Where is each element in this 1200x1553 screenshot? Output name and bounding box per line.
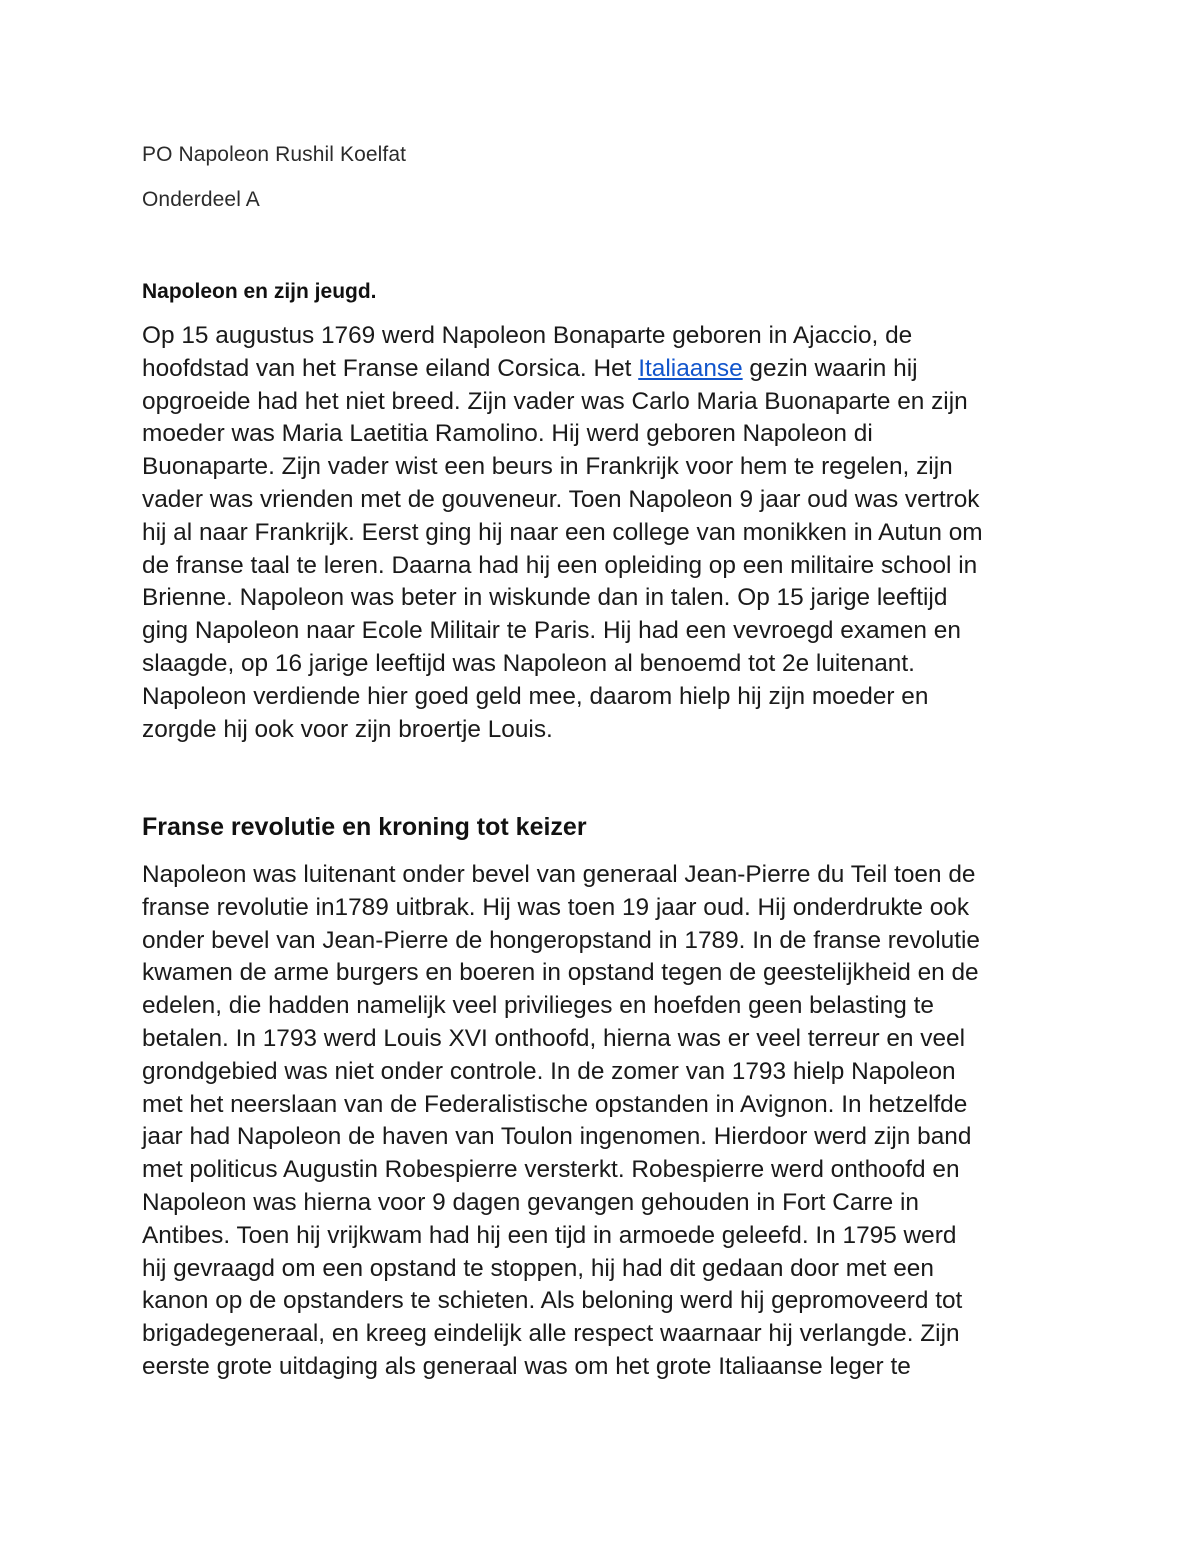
text-line: brigadegeneraal, en kreeg eindelijk alle respect waarnaar hij verlangde. Zijn [142,1320,960,1348]
text-line: Napoleon verdiende hier goed geld mee, daarom hielp hij zijn moeder en [142,682,929,710]
document-title: PO Napoleon Rushil Koelfat [142,143,407,166]
text-line: slaagde, op 16 jarige leeftijd was Napoleon al benoemd tot 2e luitenant. [142,649,915,677]
text-line-with-link [142,353,1072,386]
text-line: met het neerslaan van de Federalistische opstanden in Avignon. In hetzelfde [142,1090,968,1118]
text-line: vader was vrienden met de gouveneur. Toen Napoleon 9 jaar oud was vertrok [142,485,980,513]
text-line: Op 15 augustus 1769 werd Napoleon Bonaparte geboren in Ajaccio, de [142,322,913,349]
text-segment: gezin waarin hij [742,354,918,382]
text-line: opgroeide had het niet breed. Zijn vader was Carlo Maria Buonaparte en zijn [142,387,968,415]
section-heading-revolutie: Franse revolutie en kroning tot keizer [142,813,587,841]
paragraph-revolutie [142,859,1072,1384]
text-line: met politicus Augustin Robespierre versterkt. Robespierre werd onthoofd en [142,1156,960,1184]
text-line: kwamen de arme burgers en boeren in opstand tegen de geestelijkheid en de [142,959,979,987]
text-line: Napoleon was luitenant onder bevel van generaal Jean-Pierre du Teil toen de [142,861,976,888]
paragraph-jeugd [142,320,1072,746]
text-line: ging Napoleon naar Ecole Militair te Paris. Hij had een vevroegd examen en [142,617,961,645]
text-line: edelen, die hadden namelijk veel privilieges en hoefden geen belasting te [142,992,934,1020]
text-line: onder bevel van Jean-Pierre de hongeropstand in 1789. In de franse revolutie [142,926,980,954]
text-line: franse revolutie in1789 uitbrak. Hij was toen 19 jaar oud. Hij onderdrukte ook [142,893,970,921]
text-line: Antibes. Toen hij vrijkwam had hij een tijd in armoede geleefd. In 1795 werd [142,1221,957,1249]
text-line: de franse taal te leren. Daarna had hij een opleiding op een militaire school in [142,551,978,579]
text-line: Napoleon was hierna voor 9 dagen gevangen gehouden in Fort Carre in [142,1188,919,1216]
section-heading-jeugd: Napoleon en zijn jeugd. [142,280,377,303]
text-line: Brienne. Napoleon was beter in wiskunde dan in talen. Op 15 jarige leeftijd [142,584,948,612]
text-line: grondgebied was niet onder controle. In de zomer van 1793 hielp Napoleon [142,1057,956,1085]
text-line: eerste grote uitdaging als generaal was om het grote Italiaanse leger te [142,1352,911,1380]
text-line: Buonaparte. Zijn vader wist een beurs in Frankrijk voor hem te regelen, zijn [142,453,953,481]
text-line: betalen. In 1793 werd Louis XVI onthoofd, hierna was er veel terreur en veel [142,1024,966,1052]
text-line: zorgde hij ook voor zijn broertje Louis. [142,715,553,743]
text-line: kanon op de opstanders te schieten. Als beloning werd hij gepromoveerd tot [142,1287,963,1315]
text-line: jaar had Napoleon de haven van Toulon ingenomen. Hierdoor werd zijn band [142,1123,972,1151]
text-segment: hoofdstad van het Franse eiland Corsica. Het [142,354,639,382]
document-subtitle: Onderdeel A [142,188,260,211]
text-line: moeder was Maria Laetitia Ramolino. Hij werd geboren Napoleon di [142,420,873,448]
text-line: hij al naar Frankrijk. Eerst ging hij naar een college van monikken in Autun om [142,518,983,546]
text-line: hij gevraagd om een opstand te stoppen, hij had dit gedaan door met een [142,1254,934,1282]
italiaanse-link[interactable]: Italiaanse [638,354,743,382]
